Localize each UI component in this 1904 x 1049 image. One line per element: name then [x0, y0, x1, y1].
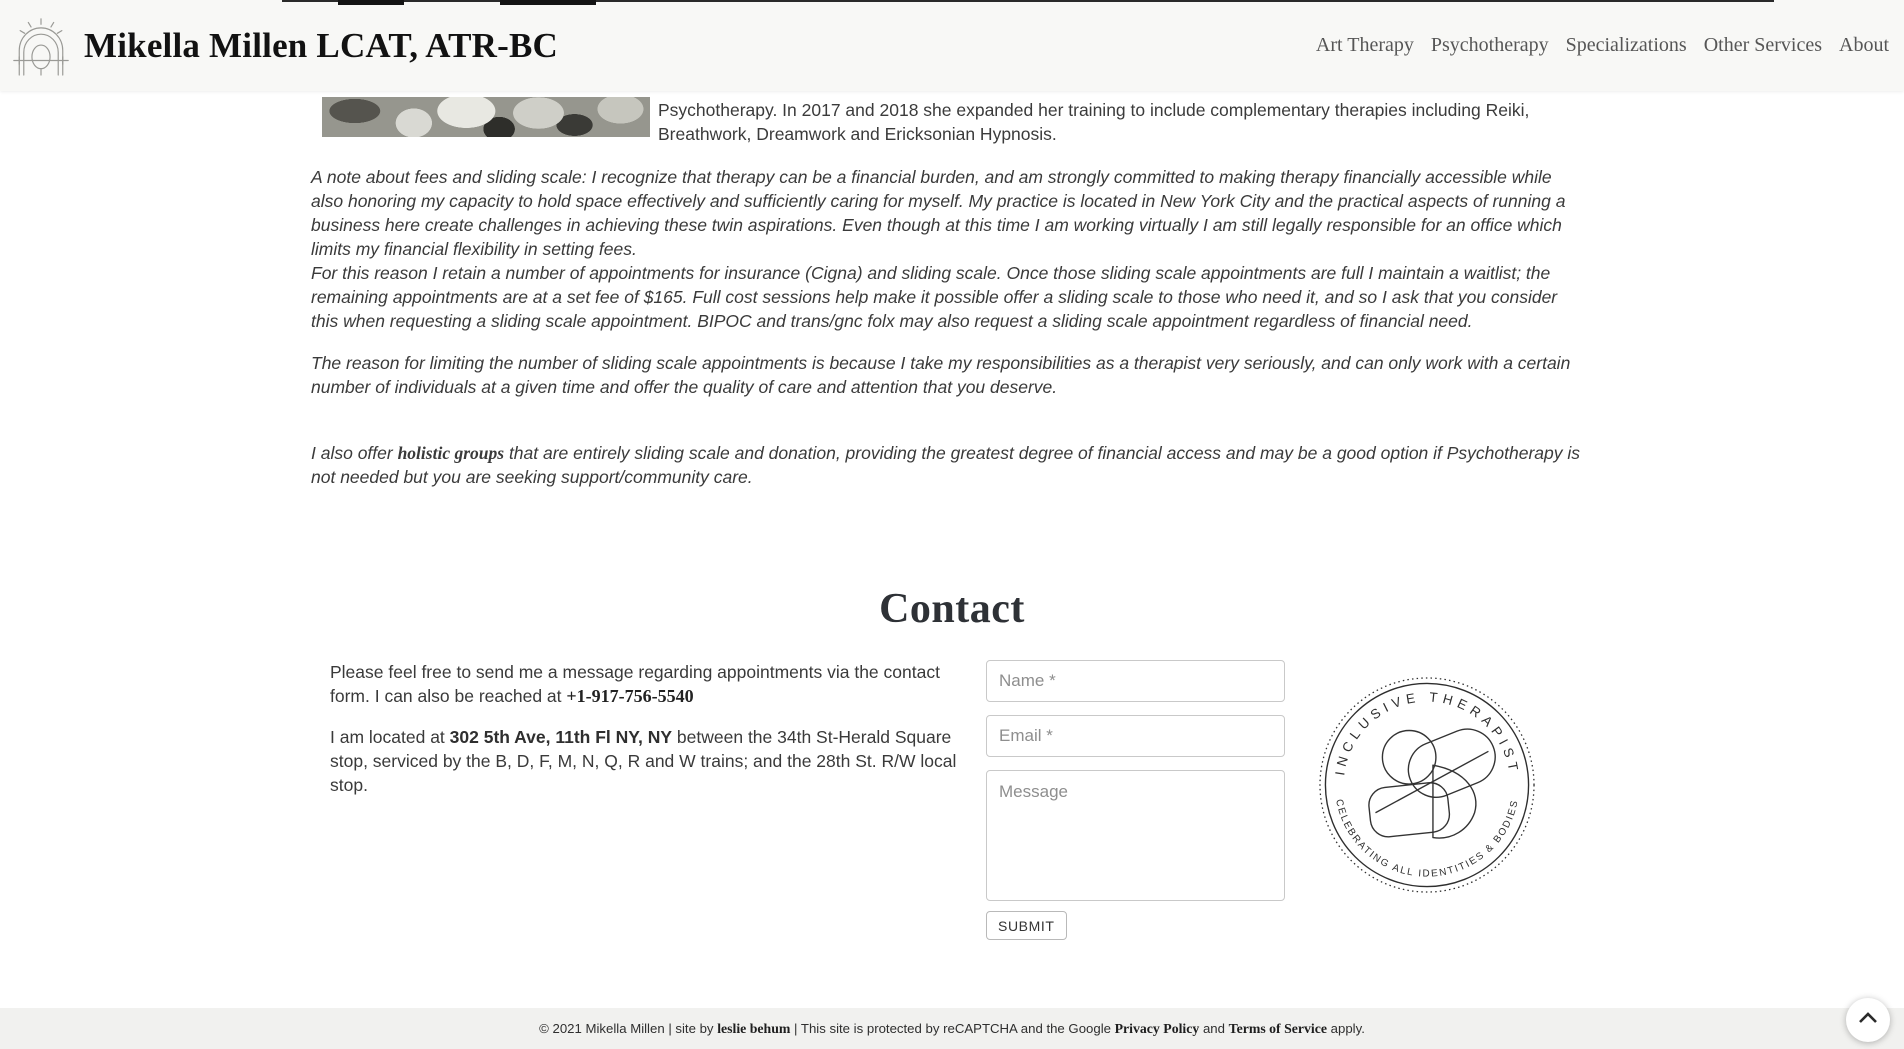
office-address: 302 5th Ave, 11th Fl NY, NY — [449, 727, 673, 747]
groups-text-prefix: I also offer — [311, 443, 398, 463]
about-section — [0, 97, 1904, 489]
site-credit-link[interactable]: leslie behum — [717, 1020, 791, 1036]
site-title[interactable]: Mikella Millen LCAT, ATR-BC — [84, 25, 559, 65]
contact-heading: Contact — [879, 586, 1025, 632]
fees-note-part2: For this reason I retain a number of appointments for insurance (Cigna) and sliding scale. Once those sliding scale appointments are full I maintain a waitlist; the remaining appointments are at a set fee of $165. Full cost sessions help make it possible offer a sliding scale to those who need it, and so I ask that you consider this when requesting a sliding scale appointment. BIPOC and trans/gnc folx may also request a sliding scale appointment regardless of financial need. — [311, 263, 1558, 331]
privacy-policy-link[interactable]: Privacy Policy — [1114, 1020, 1200, 1036]
contact-location-paragraph — [330, 725, 966, 797]
nav-art-therapy[interactable]: Art Therapy — [1315, 34, 1414, 56]
fees-note-part1: A note about fees and sliding scale: I recognize that therapy can be a financial burden, and am strongly committed to making therapy financially accessible while also honoring my capacity to hold space effectively and sufficiently caring for myself. My practice is located in New York City and the practical aspects of running a business here create challenges in achieving these twin aspirations. Even though at this time I am working virtually I am still legally responsible for an office which limits my financial flexibility in setting fees. — [311, 167, 1566, 259]
message-input[interactable] — [986, 770, 1285, 901]
holistic-groups-bold: holistic groups — [397, 443, 505, 463]
phone-link[interactable]: +1-917-756-5540 — [566, 686, 694, 706]
submit-button[interactable]: SUBMIT — [986, 911, 1067, 940]
inclusive-therapist-badge[interactable] — [1318, 676, 1536, 894]
nav-specializations[interactable]: Specializations — [1565, 34, 1687, 56]
arch-with-rays-icon — [12, 15, 70, 77]
badge-top-text: INCLUSIVE THERAPIST — [1332, 689, 1522, 777]
site-footer — [0, 1008, 1904, 1049]
scrolled-content-edge-segment — [338, 0, 404, 5]
bio-training-text: Psychotherapy. In 2017 and 2018 she expanded her training to include complementary therapies including Reiki, Breathwork, Dreamwork and Ericksonian Hypnosis. — [658, 100, 1530, 144]
site-header — [0, 0, 1904, 91]
recaptcha-text: | This site is protected by reCAPTCHA and the Google — [790, 1020, 1115, 1036]
sliding-scale-limit-paragraph: The reason for limiting the number of sliding scale appointments is because I take my responsibilities as a therapist very seriously, and can only work with a certain number of individuals at a given time and offer the quality of care and attention that you deserve. — [311, 353, 1571, 397]
contact-message-text: Please feel free to send me a message regarding appointments via the contact form. I can also be reached at — [330, 662, 940, 706]
fees-note-paragraph — [311, 165, 1585, 333]
scrolled-content-edge-segment — [500, 0, 596, 5]
contact-form — [986, 660, 1285, 940]
badge-bottom-text: CELEBRATING ALL IDENTITIES & BODIES — [1333, 798, 1521, 880]
contact-section — [0, 585, 1904, 940]
footer-text — [539, 1021, 1365, 1037]
terms-of-service-link[interactable]: Terms of Service — [1228, 1020, 1327, 1036]
nav-other-services[interactable]: Other Services — [1703, 34, 1822, 56]
portrait-photo-cropped — [322, 97, 650, 137]
apply-text: apply. — [1326, 1020, 1365, 1036]
location-text-prefix: I am located at — [330, 727, 450, 747]
bodies-illustration — [1367, 721, 1503, 839]
page-content — [0, 91, 1904, 940]
groups-text-suffix: that are entirely sliding scale and donation, providing the greatest degree of financial access and may be a good option if Psychotherapy is not needed but you are seeking support/community care. — [311, 443, 1581, 487]
nav-about[interactable]: About — [1839, 34, 1889, 56]
chevron-up-icon — [1858, 1011, 1878, 1029]
and-text: and — [1199, 1020, 1229, 1036]
nav-psychotherapy[interactable]: Psychotherapy — [1430, 34, 1549, 56]
holistic-groups-paragraph — [311, 441, 1585, 489]
name-input[interactable] — [986, 660, 1285, 702]
scroll-to-top-button[interactable] — [1846, 998, 1890, 1042]
copyright-text: © 2021 Mikella Millen | site by — [539, 1020, 718, 1036]
contact-info — [330, 660, 966, 797]
home-link[interactable] — [12, 15, 558, 77]
contact-message-paragraph — [330, 660, 966, 708]
email-input[interactable] — [986, 715, 1285, 757]
main-nav — [1316, 34, 1889, 57]
location-text-suffix: between the 34th St-Herald Square stop, serviced by the B, D, F, M, N, Q, R and W trains; and the 28th St. R/W local stop. — [330, 727, 957, 795]
